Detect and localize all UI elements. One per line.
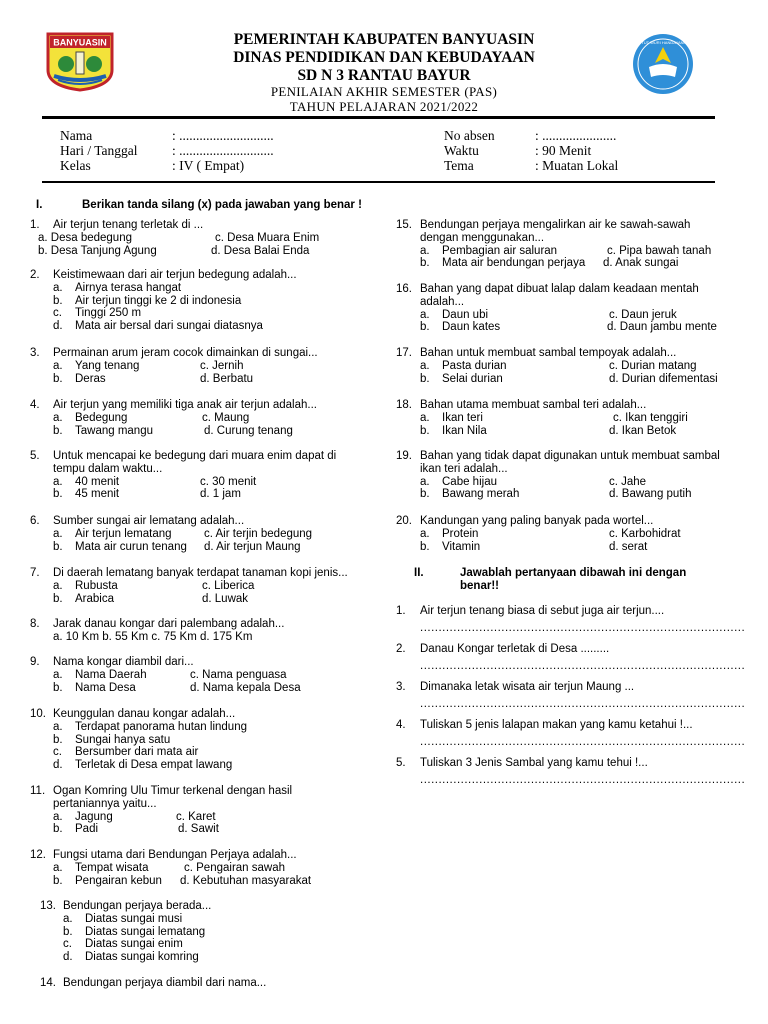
answer-option[interactable]: Tawang mangu — [75, 424, 153, 437]
nama-field[interactable]: : ............................ — [172, 128, 274, 143]
question-number: 6. — [30, 515, 40, 527]
answer-option[interactable]: a. 10 Km b. 55 Km c. 75 Km d. 175 Km — [53, 630, 253, 643]
kelas-label: Kelas — [60, 158, 91, 173]
answer-option[interactable]: a. — [53, 475, 63, 488]
answer-option[interactable]: 40 menit — [75, 475, 120, 488]
question-number: 12. — [30, 849, 46, 861]
question-number: 19. — [396, 450, 412, 462]
essay-number: 4. — [396, 719, 406, 731]
question-stem: tempu dalam waktu... — [53, 462, 163, 475]
tema-value: : Muatan Lokal — [535, 158, 619, 173]
question-number: 11. — [30, 785, 46, 797]
question-number: 9. — [30, 656, 40, 668]
question-stem: Air terjun yang memiliki tiga anak air terjun adalah... — [53, 399, 317, 411]
answer-option[interactable]: a. — [420, 475, 430, 488]
section2-number: II. — [414, 567, 424, 579]
answer-option[interactable]: a. — [53, 411, 63, 424]
essay-question-text: Air terjun tenang biasa di sebut juga air terjun.... — [420, 605, 665, 617]
answer-option[interactable]: Arabica — [75, 592, 114, 605]
question-stem: Fungsi utama dari Bendungan Perjaya adalah... — [53, 849, 297, 861]
header-line2: DINAS PENDIDIKAN DAN KEBUDAYAAN — [233, 49, 535, 66]
answer-option[interactable]: Yang tenang — [75, 359, 140, 372]
answer-option[interactable]: b. — [420, 321, 430, 334]
answer-option[interactable]: d. serat — [609, 540, 648, 553]
question-stem: Bahan utama membuat sambal teri adalah... — [420, 399, 647, 411]
essay-answer-line[interactable]: ........................................................................................ — [420, 774, 746, 786]
essay-number: 5. — [396, 757, 406, 769]
question-number: 2. — [30, 269, 40, 281]
answer-option[interactable]: b. — [420, 488, 430, 501]
banyuasin-logo-text: BANYUASIN — [53, 37, 107, 48]
answer-option[interactable]: a. — [53, 810, 63, 823]
answer-option[interactable]: b. — [53, 424, 63, 437]
answer-option[interactable]: d. Curung tenang — [204, 424, 293, 437]
question-stem: Untuk mencapai ke bedegung dari muara enim dapat di — [53, 450, 337, 462]
answer-option[interactable]: d. — [53, 320, 63, 333]
answer-option[interactable]: Bedegung — [75, 411, 128, 424]
answer-option[interactable]: d. Nama kepala Desa — [190, 681, 301, 694]
essay-answer-line[interactable]: ........................................................................................ — [420, 660, 746, 672]
answer-option[interactable]: b. — [420, 424, 430, 437]
answer-option[interactable]: a. — [420, 359, 430, 372]
answer-option[interactable]: b. — [53, 681, 63, 694]
answer-option[interactable]: 45 menit — [75, 488, 120, 501]
answer-option[interactable]: a. — [63, 912, 73, 925]
answer-option[interactable]: d. — [63, 951, 73, 964]
answer-option[interactable]: Air terjun tinggi ke 2 di indonesia — [75, 294, 242, 307]
answer-option[interactable]: b. — [53, 874, 63, 887]
question-stem: ikan teri adalah... — [420, 462, 508, 475]
absen-label: No absen — [444, 128, 495, 143]
answer-option[interactable]: a. — [53, 720, 63, 733]
answer-option[interactable]: d. Kebutuhan masyarakat — [180, 874, 312, 887]
answer-option[interactable]: b. — [63, 925, 73, 938]
answer-option[interactable]: a. — [53, 359, 63, 372]
answer-option[interactable]: d. Bawang putih — [609, 488, 692, 501]
answer-option[interactable]: d. Sawit — [178, 823, 219, 836]
answer-option[interactable]: c. — [63, 938, 72, 951]
answer-option[interactable]: Diatas sungai enim — [85, 938, 183, 951]
answer-option[interactable]: Daun kates — [442, 321, 501, 334]
answer-option[interactable]: c. Air terjin bedegung — [204, 527, 313, 540]
answer-option[interactable]: c. 30 menit — [200, 475, 257, 488]
answer-option[interactable]: Pengairan kebun — [75, 874, 162, 887]
question-stem: pertaniannya yaitu... — [53, 797, 157, 810]
question-number: 18. — [396, 399, 412, 411]
answer-option[interactable]: Tempat wisata — [75, 861, 149, 874]
essay-answer-line[interactable]: ........................................................................................ — [420, 736, 746, 748]
document-header — [0, 0, 768, 120]
answer-option[interactable]: Sungai hanya satu — [75, 733, 171, 746]
essay-question-text: Tuliskan 3 Jenis Sambal yang kamu tehui !... — [420, 757, 648, 769]
question-number: 7. — [30, 567, 40, 579]
question-stem: Keistimewaan dari air terjun bedegung adalah... — [53, 269, 297, 281]
essay-answer-line[interactable]: ........................................................................................ — [420, 622, 746, 634]
question-stem: Permainan arum jeram cocok dimainkan di sungai... — [53, 347, 318, 359]
answer-option[interactable]: d. Luwak — [202, 592, 249, 605]
answer-option[interactable]: d. 1 jam — [200, 488, 241, 501]
answer-option[interactable]: b. — [420, 372, 430, 385]
answer-option[interactable]: c. Maung — [202, 411, 250, 424]
header-line1: PEMERINTAH KABUPATEN BANYUASIN — [233, 31, 535, 48]
answer-option[interactable]: Mata air bersal dari sungai diatasnya — [75, 320, 263, 333]
answer-option[interactable]: Pasta durian — [442, 359, 507, 372]
question-number: 14. — [40, 977, 56, 989]
answer-option[interactable]: d. Durian difementasi — [609, 372, 718, 385]
question-stem: dengan menggunakan... — [420, 231, 545, 244]
essay-number: 2. — [396, 643, 406, 655]
answer-option[interactable]: c. — [53, 746, 62, 759]
answer-option[interactable]: d. — [53, 759, 63, 772]
answer-option[interactable]: a. Desa bedegung — [38, 231, 132, 244]
school-year: TAHUN PELAJARAN 2021/2022 — [289, 99, 479, 114]
kelas-value: : IV ( Empat) — [172, 158, 245, 173]
waktu-value: : 90 Menit — [535, 143, 592, 158]
answer-option[interactable]: Vitamin — [442, 540, 481, 553]
question-stem: Bahan yang tidak dapat digunakan untuk membuat sambal — [420, 450, 720, 462]
question-stem: Nama kongar diambil dari... — [53, 656, 194, 668]
question-stem: Ogan Komring Ulu Timur terkenal dengan hasil — [53, 785, 293, 797]
question-number: 5. — [30, 450, 40, 462]
answer-option[interactable]: Mata air bendungan perjaya — [442, 257, 586, 270]
question-stem: Jarak danau kongar dari palembang adalah... — [53, 618, 285, 630]
question-number: 20. — [396, 515, 412, 527]
answer-option[interactable]: c. Karet — [176, 810, 216, 823]
answer-option[interactable]: a. — [420, 308, 430, 321]
hari-label: Hari / Tanggal — [60, 143, 138, 158]
essay-number: 3. — [396, 681, 406, 693]
answer-option[interactable]: c. Jernih — [200, 359, 244, 372]
nama-label: Nama — [60, 128, 93, 143]
answer-option[interactable]: Deras — [75, 372, 106, 385]
answer-option[interactable]: b. — [420, 257, 430, 270]
answer-option[interactable]: d. Ikan Betok — [609, 424, 677, 437]
answer-option[interactable]: c. Daun jeruk — [609, 308, 677, 321]
answer-option[interactable]: a. — [420, 527, 430, 540]
question-stem: Bahan untuk membuat sambal tempoyak adalah... — [420, 347, 677, 359]
answer-option[interactable]: a. — [420, 244, 430, 257]
answer-option[interactable]: Pembagian air saluran — [442, 244, 558, 257]
answer-option[interactable]: Ikan teri — [442, 411, 483, 424]
answer-option[interactable]: b. — [53, 592, 63, 605]
answer-option[interactable]: c. Pengairan sawah — [184, 861, 286, 874]
question-number: 16. — [396, 283, 412, 295]
section2-title-line1: Jawablah pertanyaan dibawah ini dengan — [460, 567, 687, 579]
answer-option[interactable]: a. — [53, 668, 63, 681]
answer-option[interactable]: b. — [53, 488, 63, 501]
essay-question-text: Danau Kongar terletak di Desa ......... — [420, 643, 610, 655]
answer-option[interactable]: Terdapat panorama hutan lindung — [75, 720, 247, 733]
question-stem: Bendungan perjaya diambil dari nama... — [63, 977, 267, 989]
answer-option[interactable]: Airnya terasa hangat — [75, 281, 182, 294]
answer-option[interactable]: b. — [420, 540, 430, 553]
answer-option[interactable]: b. — [53, 372, 63, 385]
header-rule-bottom — [42, 181, 715, 183]
answer-option[interactable]: a. — [53, 861, 63, 874]
answer-option[interactable]: Jagung — [75, 810, 113, 823]
section1-title: Berikan tanda silang (x) pada jawaban yang benar ! — [82, 199, 362, 211]
answer-option[interactable]: a. — [53, 527, 63, 540]
answer-option[interactable]: b. — [53, 823, 63, 836]
answer-option[interactable]: Rubusta — [75, 579, 118, 592]
question-stem: adalah... — [420, 295, 465, 308]
question-stem: Bendungan perjaya mengalirkan air ke sawah-sawah — [420, 219, 691, 231]
answer-option[interactable]: Terletak di Desa empat lawang — [75, 759, 233, 772]
question-number: 10. — [30, 708, 46, 720]
waktu-label: Waktu — [444, 143, 479, 158]
answer-option[interactable]: Nama Daerah — [75, 668, 147, 681]
essay-question-text: Tuliskan 5 jenis lalapan makan yang kamu ketahui !... — [420, 719, 693, 731]
answer-option[interactable]: b. — [53, 733, 63, 746]
essay-question-text: Dimanaka letak wisata air terjun Maung ... — [420, 681, 635, 693]
answer-option[interactable]: Selai durian — [442, 372, 503, 385]
answer-option[interactable]: Air terjun lematang — [75, 527, 172, 540]
answer-option[interactable]: a. — [53, 579, 63, 592]
answer-option[interactable]: d. Desa Balai Enda — [211, 244, 310, 257]
answer-option[interactable]: Bersumber dari mata air — [75, 746, 199, 759]
essay-number: 1. — [396, 605, 406, 617]
answer-option[interactable]: b. — [53, 294, 63, 307]
answer-option[interactable]: b. — [53, 540, 63, 553]
answer-option[interactable]: Protein — [442, 527, 479, 540]
answer-option[interactable]: c. Durian matang — [609, 359, 697, 372]
answer-option[interactable]: c. Ikan tenggiri — [613, 411, 688, 424]
question-stem: Keunggulan danau kongar adalah... — [53, 708, 236, 720]
question-stem: Bendungan perjaya berada... — [63, 900, 212, 912]
answer-option[interactable]: c. Karbohidrat — [609, 527, 681, 540]
answer-option[interactable]: Cabe hijau — [442, 475, 497, 488]
question-number: 4. — [30, 399, 40, 411]
answer-option[interactable]: Diatas sungai musi — [85, 912, 183, 925]
section2-title-line2: benar!! — [460, 580, 499, 592]
absen-field[interactable]: : ...................... — [535, 128, 617, 143]
exam-title: PENILAIAN AKHIR SEMESTER (PAS) — [270, 84, 498, 99]
question-number: 13. — [40, 900, 56, 912]
answer-option[interactable]: a. — [53, 281, 63, 294]
answer-option[interactable]: d. Anak sungai — [603, 257, 679, 270]
answer-option[interactable]: c. Pipa bawah tanah — [607, 244, 712, 257]
answer-option[interactable]: c. Desa Muara Enim — [215, 231, 320, 244]
answer-option[interactable]: c. Jahe — [609, 475, 647, 488]
answer-option[interactable]: d. Daun jambu mente — [607, 321, 717, 334]
answer-option[interactable]: c. Liberica — [202, 579, 255, 592]
answer-option[interactable]: d. Air terjun Maung — [204, 540, 301, 553]
answer-option[interactable]: d. Berbatu — [200, 372, 254, 385]
answer-option[interactable]: Diatas sungai lematang — [85, 925, 206, 938]
answer-option[interactable]: c. — [53, 307, 62, 320]
answer-option[interactable]: Diatas sungai komring — [85, 951, 199, 964]
question-stem: Di daerah lematang banyak terdapat tanaman kopi jenis... — [53, 567, 348, 579]
essay-answer-line[interactable]: ........................................................................................ — [420, 698, 746, 710]
answer-option[interactable]: b. Desa Tanjung Agung — [38, 244, 157, 257]
section1-number: I. — [36, 199, 43, 211]
answer-option[interactable]: Bawang merah — [442, 488, 520, 501]
question-stem: Bahan yang dapat dibuat lalap dalam keadaan mentah — [420, 283, 699, 295]
question-number: 15. — [396, 219, 412, 231]
header-rule-top — [42, 116, 715, 119]
hari-field[interactable]: : ............................ — [172, 143, 274, 158]
question-number: 3. — [30, 347, 40, 359]
tut-wuri-handayani-logo — [631, 33, 695, 95]
answer-option[interactable]: Padi — [75, 823, 99, 836]
question-number: 1. — [30, 219, 40, 231]
answer-option[interactable]: a. — [420, 411, 430, 424]
question-stem: Sumber sungai air lematang adalah... — [53, 515, 245, 527]
question-number: 8. — [30, 618, 40, 630]
tema-label: Tema — [444, 158, 474, 173]
school-name: SD N 3 RANTAU BAYUR — [297, 67, 471, 84]
answer-option[interactable]: Daun ubi — [442, 308, 489, 321]
answer-option[interactable]: Ikan Nila — [442, 424, 487, 437]
question-number: 17. — [396, 347, 412, 359]
answer-option[interactable]: Nama Desa — [75, 681, 136, 694]
question-stem: Air terjun tenang terletak di ... — [53, 219, 204, 231]
answer-option[interactable]: c. Nama penguasa — [190, 668, 287, 681]
question-stem: Kandungan yang paling banyak pada wortel... — [420, 515, 654, 527]
answer-option[interactable]: Mata air curun tenang — [75, 540, 187, 553]
tut-wuri-text: TUT WURI HANDAYANI — [641, 40, 685, 45]
answer-option[interactable]: Tinggi 250 m — [75, 307, 142, 320]
